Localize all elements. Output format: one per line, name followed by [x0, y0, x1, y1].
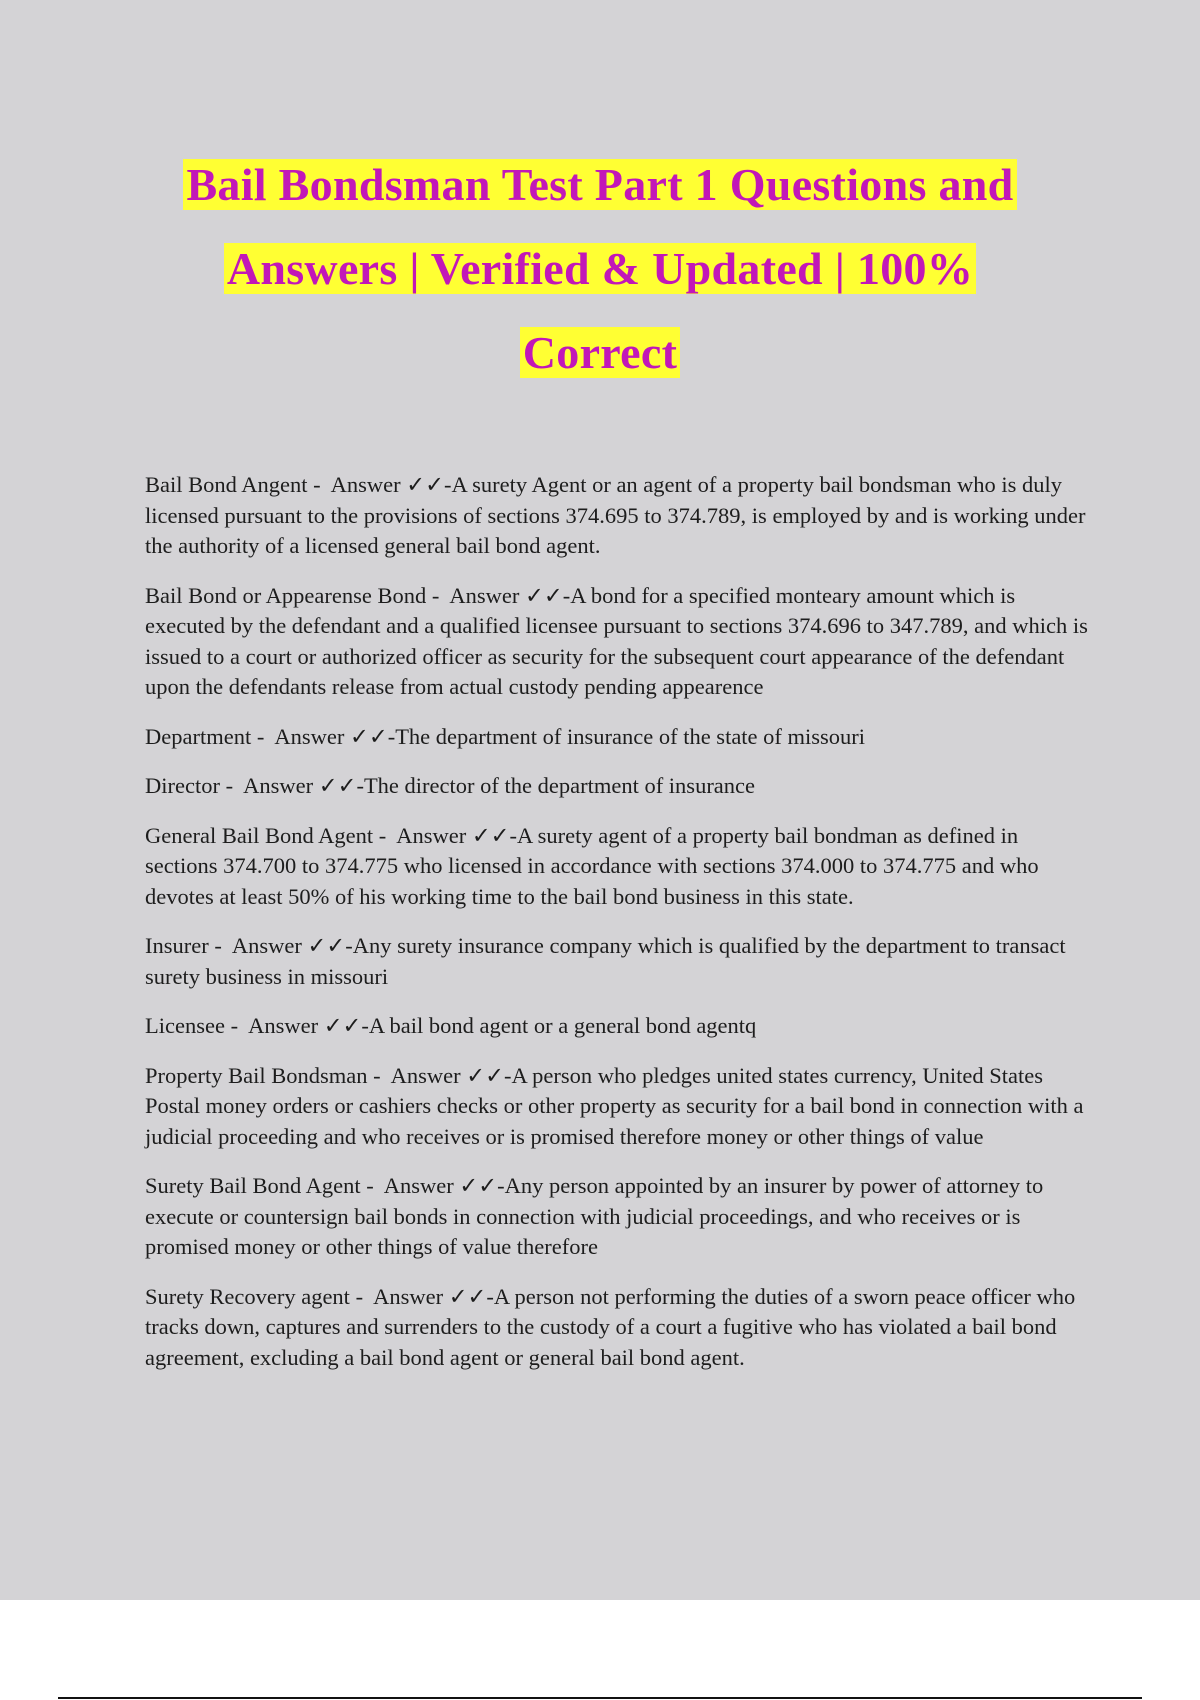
answer-label: Answer — [390, 1062, 461, 1088]
answer-label: Answer — [396, 822, 467, 848]
term-separator: - — [251, 723, 275, 749]
entry-definition: The department of insurance of the state of missouri — [395, 723, 866, 749]
qa-entry — [145, 821, 1090, 913]
qa-list — [145, 470, 1090, 1392]
double-check-icon: ✓✓ — [406, 472, 444, 497]
double-check-icon: ✓✓ — [349, 723, 388, 749]
entry-term: Licensee — [145, 1013, 225, 1038]
answer-separator: - — [509, 822, 518, 848]
entry-definition: A person not performing the duties of a sworn peace officer who tracks down, captures and surrenders to the custody of a court a fugitive who has violated a bail bond agreement, excluding a bail bond agent or general bail bond agent. — [145, 1283, 1076, 1370]
entry-term: Bail Bond or Appearense Bond — [145, 582, 427, 608]
entry-term: Department — [145, 723, 252, 749]
answer-separator: - — [361, 1013, 369, 1038]
answer-label: Answer — [243, 773, 314, 798]
entry-definition: A bail bond agent or a general bond agentq — [368, 1013, 757, 1038]
entry-definition: A surety Agent or an agent of a property bail bondsman who is duly licensed pursuant to the provisions of sections 374.695 to 374.789, is employed by and is working under the authority of a licensed general bail bond agent. — [145, 472, 1086, 558]
term-separator: - — [219, 773, 244, 798]
qa-entry — [145, 470, 1090, 562]
entry-definition: Any person appointed by an insurer by power of attorney to execute or countersign bail bonds in connection with judicial proceedings, and who receives or is promised money or other things of value therefore — [145, 1173, 1044, 1259]
term-separator: - — [360, 1173, 384, 1198]
title-line-3 — [0, 311, 1200, 395]
entry-term: Director — [145, 773, 220, 798]
title-text-1: Bail Bondsman Test Part 1 Questions and — [183, 159, 1016, 210]
double-check-icon: ✓✓ — [323, 1013, 362, 1038]
answer-separator: - — [443, 472, 452, 497]
answer-label: Answer — [449, 582, 520, 608]
entry-term: Insurer — [145, 933, 209, 958]
answer-separator: - — [345, 933, 353, 958]
title-line-1 — [0, 143, 1200, 227]
qa-entry — [145, 722, 1090, 753]
double-check-icon: ✓✓ — [466, 1062, 504, 1088]
footer-divider — [58, 1697, 1142, 1699]
term-separator: - — [349, 1283, 374, 1309]
answer-separator: - — [562, 582, 571, 608]
title-text-3: Correct — [520, 327, 680, 378]
answer-label: Answer — [274, 723, 345, 749]
entry-definition: A bond for a specified monteary amount which is executed by the defendant and a qualified licensee pursuant to sections 374.696 to 347.789, and which is issued to a court or authorized officer as security for the subsequent court appearance of the defendant upon the defendants release from actual custody pending appearence — [145, 582, 1088, 699]
entry-term: Surety Recovery agent — [145, 1283, 350, 1309]
answer-separator: - — [486, 1283, 494, 1309]
qa-entry — [145, 1011, 1090, 1042]
answer-separator: - — [387, 723, 396, 749]
term-separator: - — [224, 1013, 249, 1038]
double-check-icon: ✓✓ — [307, 933, 346, 958]
double-check-icon: ✓✓ — [448, 1283, 487, 1309]
term-separator: - — [307, 472, 331, 497]
term-separator: - — [373, 822, 397, 848]
title-line-2 — [0, 227, 1200, 311]
answer-separator: - — [503, 1062, 512, 1088]
qa-entry — [145, 581, 1090, 703]
double-check-icon: ✓✓ — [524, 582, 563, 608]
answer-label: Answer — [383, 1173, 454, 1198]
qa-entry — [145, 931, 1090, 992]
entry-definition: A person who pledges united states currency, United States Postal money orders or cashiers checks or other property as security for a bail bond in connection with a judicial proceeding and who receives or is promised therefore money or other things of value — [145, 1062, 1084, 1149]
answer-separator: - — [356, 773, 364, 798]
term-separator: - — [426, 582, 450, 608]
answer-label: Answer — [373, 1283, 444, 1309]
title-text-2: Answers | Verified & Updated | 100% — [224, 243, 976, 294]
double-check-icon: ✓✓ — [318, 773, 357, 798]
qa-entry — [145, 1282, 1090, 1374]
answer-separator: - — [497, 1173, 505, 1198]
term-separator: - — [208, 933, 232, 958]
entry-definition: Any surety insurance company which is qualified by the department to transact surety business in missouri — [145, 933, 1066, 989]
entry-definition: The director of the department of insurance — [363, 773, 756, 798]
qa-entry — [145, 1061, 1090, 1153]
qa-entry — [145, 1171, 1090, 1263]
qa-entry — [145, 771, 1090, 802]
double-check-icon: ✓✓ — [459, 1173, 498, 1198]
entry-definition: A surety agent of a property bail bondman as defined in sections 374.700 to 374.775 who licensed in accordance with sections 374.000 to 374.775 and who devotes at least 50% of his working time to the bail bond business in this state. — [145, 822, 1039, 909]
answer-label: Answer — [231, 933, 302, 958]
term-separator: - — [367, 1062, 391, 1088]
answer-label: Answer — [330, 472, 401, 497]
entry-term: Bail Bond Angent — [145, 472, 308, 497]
entry-term: General Bail Bond Agent — [145, 822, 374, 848]
double-check-icon: ✓✓ — [471, 822, 510, 848]
answer-label: Answer — [248, 1013, 319, 1038]
document-title — [0, 143, 1200, 395]
entry-term: Surety Bail Bond Agent — [145, 1173, 361, 1198]
entry-term: Property Bail Bondsman — [145, 1062, 368, 1088]
